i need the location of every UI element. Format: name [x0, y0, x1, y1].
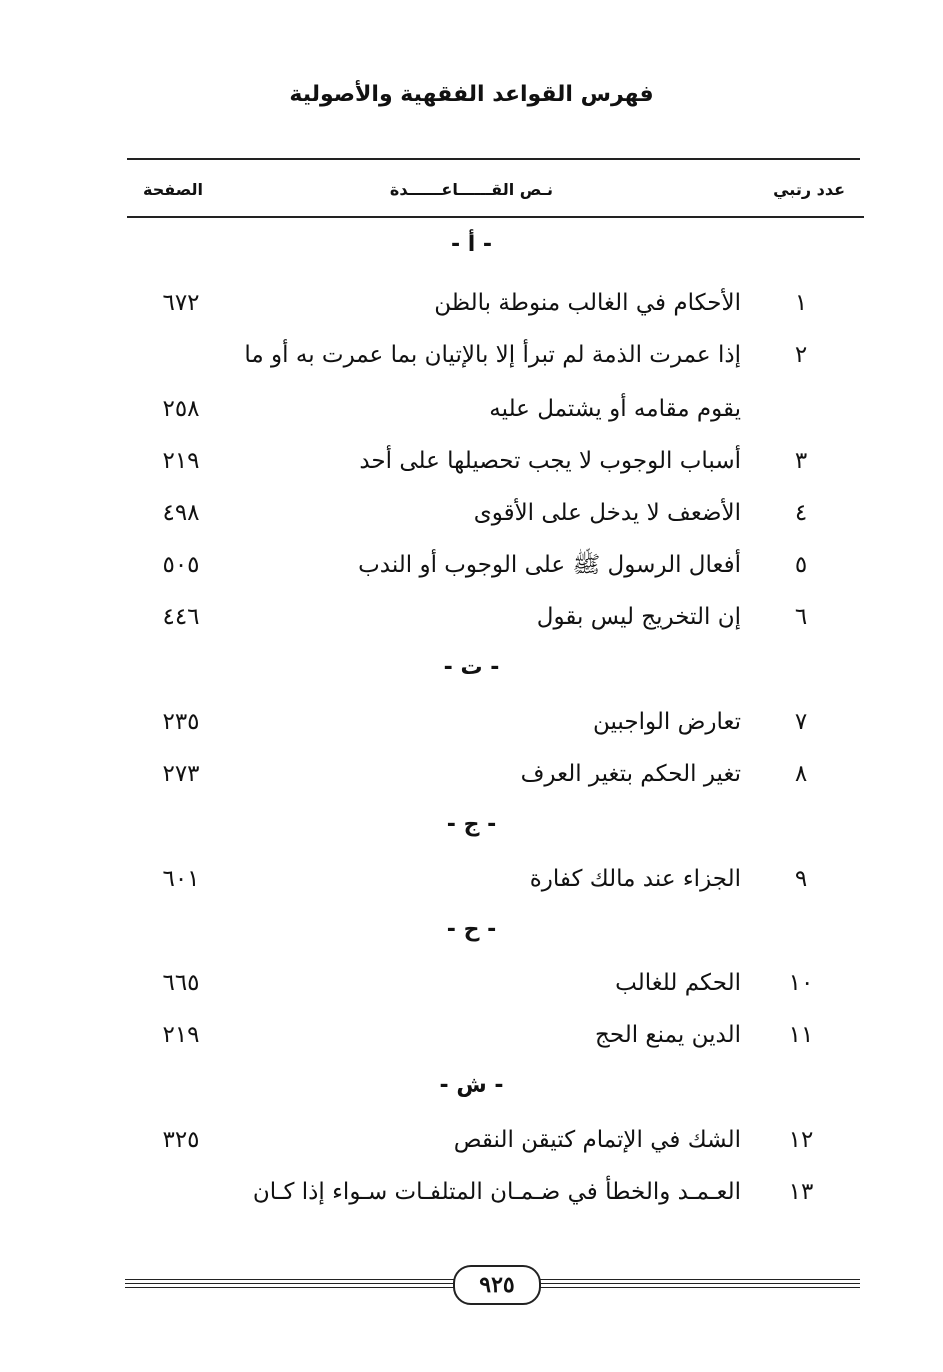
table-row	[0, 545, 943, 595]
page-ref: ٢٣٥	[162, 709, 200, 735]
table-row	[0, 1015, 943, 1065]
rule-text: يقوم مقامه أو يشتمل عليه	[489, 396, 741, 422]
row-number: ١٣	[788, 1179, 814, 1205]
section-heading: - أ -	[450, 232, 493, 257]
section-heading: - ش -	[439, 1073, 504, 1098]
table-row	[0, 859, 943, 909]
rule-text: أسباب الوجوب لا يجب تحصيلها على أحد	[359, 448, 741, 474]
column-header-number: عدد رتبي	[773, 180, 845, 199]
section-heading: - ح -	[446, 917, 497, 942]
page-ref: ٢٧٣	[162, 761, 200, 787]
row-number: ٢	[794, 342, 808, 368]
rule-text: الحكم للغالب	[615, 970, 741, 996]
rule-text: الأحكام في الغالب منوطة بالظن	[434, 290, 741, 316]
table-row	[0, 702, 943, 752]
rule-text: إن التخريج ليس بقول	[536, 604, 741, 630]
table-row	[0, 754, 943, 804]
row-number: ٨	[794, 761, 808, 787]
page-ref: ٦٦٥	[162, 970, 200, 996]
table-row	[0, 441, 943, 491]
page-ref: ٤٩٨	[162, 500, 200, 526]
table-row	[0, 335, 943, 385]
row-number: ٣	[794, 448, 808, 474]
table-row	[0, 963, 943, 1013]
page-number: ٩٢٥	[453, 1265, 541, 1305]
rule-text: الجزاء عند مالك كفارة	[529, 866, 741, 892]
page-ref: ٤٤٦	[162, 604, 200, 630]
rule-text: العـمـد والخطأ في ضـمـان المتلفـات سـواء إذا كـان	[252, 1179, 741, 1205]
page-ref: ٦٧٢	[162, 290, 200, 316]
page-ref: ٦٠١	[162, 866, 200, 892]
row-number: ٧	[794, 709, 808, 735]
table-row	[0, 493, 943, 543]
running-head: فهرس القواعد الفقهية والأصولية	[289, 82, 654, 107]
row-number: ١١	[788, 1022, 814, 1048]
row-number: ٥	[794, 552, 808, 578]
page-ref: ٥٠٥	[162, 552, 200, 578]
row-number: ٦	[794, 604, 808, 630]
section-heading: - ج -	[446, 812, 497, 837]
rule-text: أفعال الرسول ﷺ على الوجوب أو الندب	[358, 552, 741, 578]
row-number: ٤	[794, 500, 808, 526]
rule-text: تعارض الواجبين	[592, 709, 741, 735]
page-ref: ٢١٩	[162, 1022, 200, 1048]
rule-text: الأضعف لا يدخل على الأقوى	[473, 500, 741, 526]
rule-text: الدين يمنع الحج	[595, 1022, 741, 1048]
column-header-text: نـص القــــــاعــــــدة	[389, 180, 554, 199]
rule-text: إذا عمرت الذمة لم تبرأ إلا بالإتيان بما عمرت به أو ما	[244, 342, 741, 368]
header-rule-bottom	[127, 216, 864, 218]
page-ref: ٣٢٥	[162, 1127, 200, 1153]
table-row	[0, 283, 943, 333]
header-rule-top	[127, 158, 860, 160]
section-heading: - ت -	[443, 655, 500, 680]
row-number: ١٢	[788, 1127, 814, 1153]
column-header-page: الصفحة	[143, 180, 204, 199]
rule-text: تغير الحكم بتغير العرف	[520, 761, 741, 787]
table-row	[0, 1120, 943, 1170]
row-number: ٩	[794, 866, 808, 892]
row-number: ١٠	[788, 970, 814, 996]
rule-text: الشك في الإتمام كتيقن النقص	[453, 1127, 741, 1153]
table-row	[0, 389, 943, 439]
page-ref: ٢١٩	[162, 448, 200, 474]
row-number: ١	[794, 290, 808, 316]
table-row	[0, 1172, 943, 1222]
page-ref: ٢٥٨	[162, 396, 200, 422]
table-row	[0, 597, 943, 647]
